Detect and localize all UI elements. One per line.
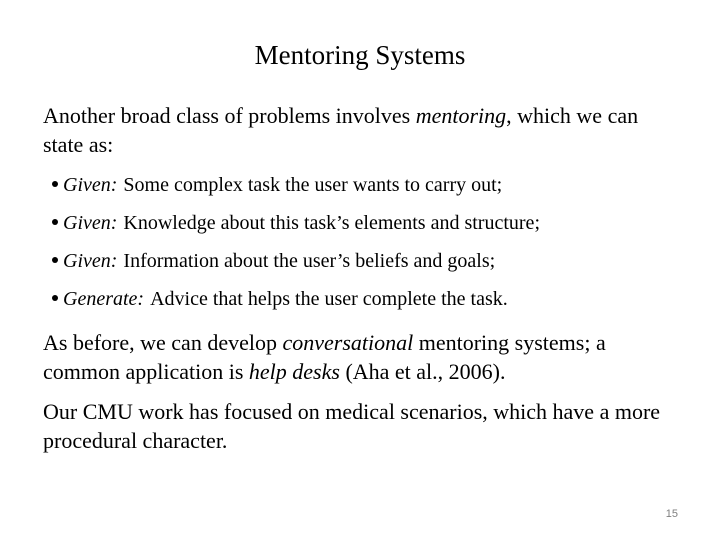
bullet-label: Given:	[63, 174, 118, 196]
page-number: 15	[665, 508, 678, 520]
bullet-list	[52, 171, 540, 323]
para2-text-middle: mentoring systems; a common application is	[43, 330, 606, 384]
bullet-dot-icon	[52, 181, 58, 187]
bullet-text: Knowledge about this task’s elements and structure;	[123, 212, 540, 234]
intro-text-end: , which we can state as:	[43, 103, 639, 157]
bullet-dot-icon	[52, 219, 58, 225]
bullet-item	[52, 285, 540, 314]
intro-text-start: Another broad class of problems involves	[43, 103, 416, 128]
bullet-dot-icon	[52, 257, 58, 263]
bullet-dot-icon	[52, 295, 58, 301]
conversational-paragraph	[43, 328, 673, 386]
bullet-item	[52, 209, 540, 238]
bullet-item	[52, 247, 540, 276]
para2-text-end: (Aha et al., 2006).	[339, 359, 506, 384]
bullet-text: Information about the user’s beliefs and goals;	[123, 250, 496, 272]
bullet-label: Generate:	[63, 288, 145, 310]
para2-text-start: As before, we can develop	[43, 330, 283, 355]
para2-emphasis-help-desks: help desks	[248, 359, 340, 384]
bullet-text: Advice that helps the user complete the task.	[150, 288, 508, 310]
para2-emphasis-conversational: conversational	[282, 330, 414, 355]
bullet-item	[52, 171, 540, 200]
bullet-label: Given:	[63, 212, 118, 234]
bullet-label: Given:	[63, 250, 118, 272]
intro-paragraph	[43, 101, 673, 159]
intro-emphasis-mentoring: mentoring	[415, 103, 507, 128]
bullet-text: Some complex task the user wants to carry out;	[123, 174, 503, 196]
slide-title: Mentoring Systems	[254, 40, 466, 70]
cmu-paragraph: Our CMU work has focused on medical scenarios, which have a more procedural character.	[43, 399, 661, 453]
